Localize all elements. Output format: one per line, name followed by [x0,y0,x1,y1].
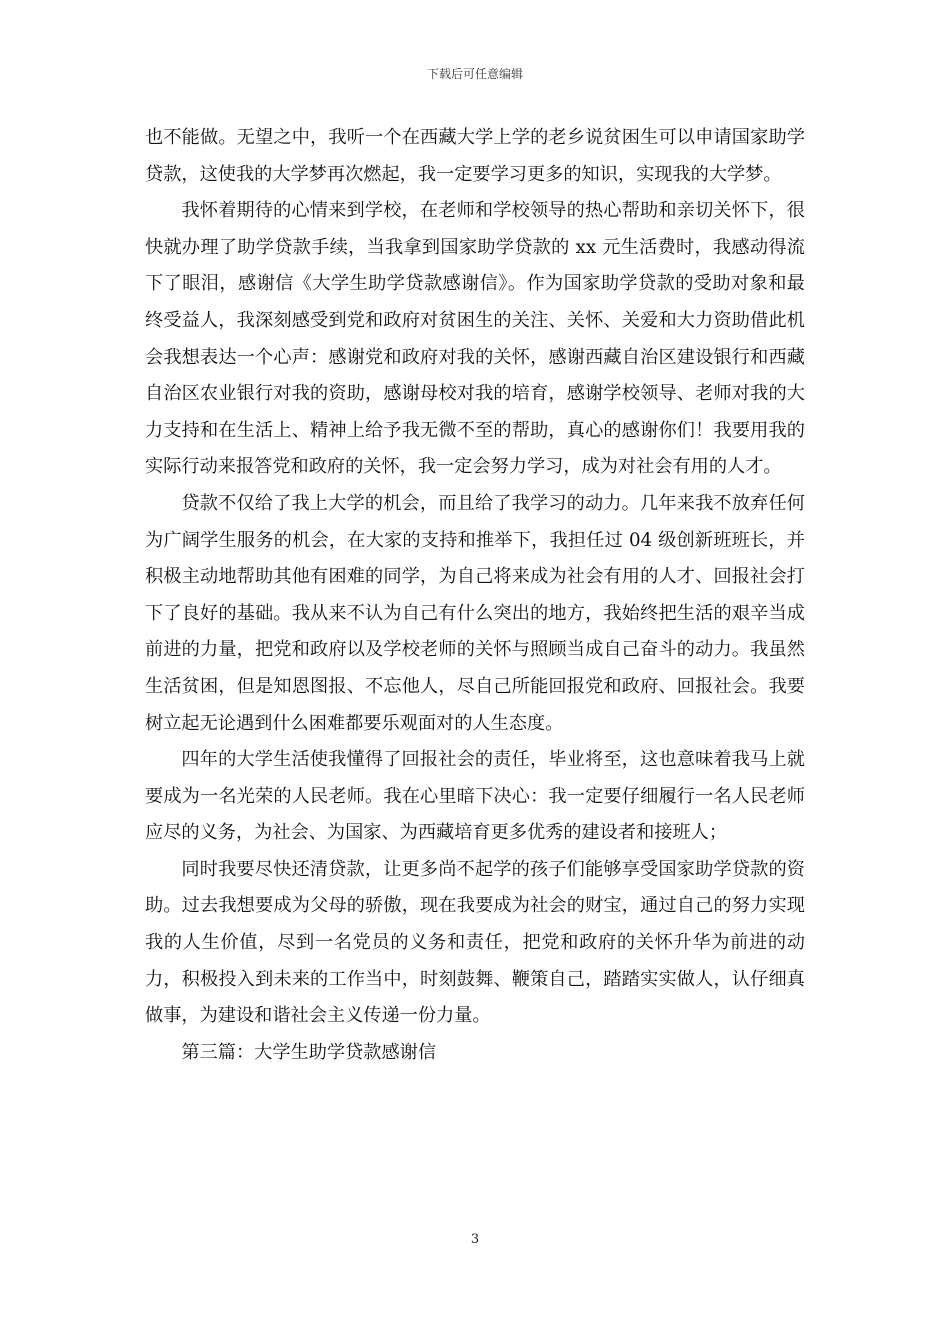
document-body [145,120,805,1071]
paragraph: 同时我要尽快还清贷款，让更多尚不起学的孩子们能够享受国家助学贷款的资助。过去我想要成为父母的骄傲，现在我要成为社会的财宝，通过自己的努力实现我的人生价值，尽到一名党员的义务和责任，把党和政府的关怀升华为前进的动力，积极投入到未来的工作当中，时刻鼓舞、鞭策自己，踏踏实实做人，认仔细真做事，为建设和谐社会主义传递一份力量。 [145,858,805,1027]
paragraph: 贷款不仅给了我上大学的机会，而且给了我学习的动力。几年来我不放弃任何为广阔学生服务的机会，在大家的支持和推举下，我担任过 04 级创新班班长，并积极主动地帮助其他有困难的同学，为自己将来成为社会有用的人才、回报社会打下了良好的基础。我从来不认为自己有什么突出的地方，我始终把生活的艰辛当成前进的力量，把党和政府以及学校老师的关怀与照顾当成自己奋斗的动力。我虽然生活贫困，但是知恩图报、不忘他人，尽自己所能回报党和政府、回报社会。我要树立起无论遇到什么困难都要乐观面对的人生态度。 [145,492,805,734]
paragraph-continuation: 也不能做。无望之中，我听一个在西藏大学上学的老乡说贫困生可以申请国家助学贷款，这使我的大学梦再次燃起，我一定要学习更多的知识，实现我的大学梦。 [145,127,805,185]
page-header: 下载后可任意编辑 [426,67,523,81]
paragraph: 四年的大学生活使我懂得了回报社会的责任，毕业将至，这也意味着我马上就要成为一名光荣的人民老师。我在心里暗下决心：我一定要仔细履行一名人民老师应尽的义务，为社会、为国家、为西藏培育更多优秀的建设者和接班人； [145,749,805,844]
page-number: 3 [470,1232,480,1247]
section-heading: 第三篇：大学生助学贷款感谢信 [181,1041,437,1063]
paragraph: 我怀着期待的心情来到学校，在老师和学校领导的热心帮助和亲切关怀下，很快就办理了助学贷款手续，当我拿到国家助学贷款的 xx 元生活费时，我感动得流下了眼泪，感谢信《大学生助学贷款感谢信》。作为国家助学贷款的受助对象和最终受益人，我深刻感受到党和政府对贫困生的关注、关怀、关爱和大力资助借此机会我想表达一个心声：感谢党和政府对我的关怀，感谢西藏自治区建设银行和西藏自治区农业银行对我的资助，感谢母校对我的培育，感谢学校领导、老师对我的大力支持和在生活上、精神上给予我无微不至的帮助，真心的感谢你们！我要用我的实际行动来报答党和政府的关怀，我一定会努力学习，成为对社会有用的人才。 [145,200,805,478]
